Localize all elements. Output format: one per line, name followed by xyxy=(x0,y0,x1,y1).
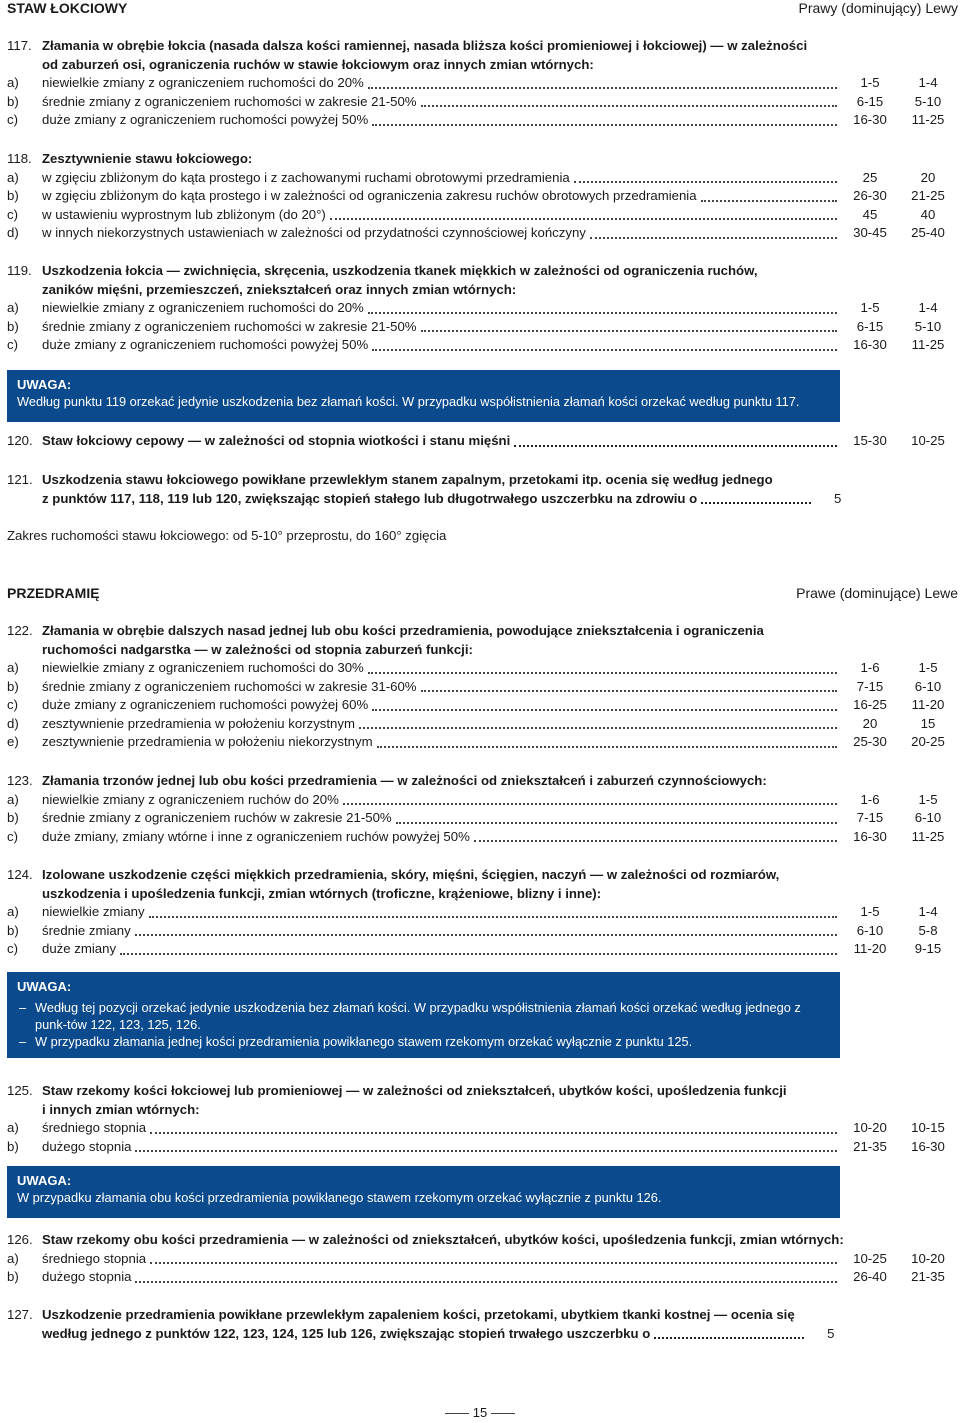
value-left: 6-10 xyxy=(914,810,942,825)
value-left: 11-25 xyxy=(911,337,945,352)
value-right: 16-30 xyxy=(853,337,887,352)
row-label: c) xyxy=(7,941,18,956)
item-number: 120. xyxy=(7,433,33,448)
value-left: 10-20 xyxy=(911,1250,945,1266)
value-right: 1-6 xyxy=(860,791,880,807)
value-right: 26-40 xyxy=(853,1269,887,1284)
item-title-cont: zaników mięśni, przemieszczeń, zniekształceń oraz innych zmian wtórnych: xyxy=(42,281,517,297)
row-text: średniego stopnia xyxy=(42,1120,147,1135)
value-left: 1-5 xyxy=(918,791,938,807)
value-left: 1-4 xyxy=(918,904,938,919)
value-right: 1-5 xyxy=(860,904,880,919)
value-right: 1-5 xyxy=(860,75,880,90)
item-number: 126. xyxy=(7,1232,33,1247)
row xyxy=(7,169,957,188)
item-number: 125. xyxy=(7,1083,33,1098)
row xyxy=(7,715,957,734)
row-label: b) xyxy=(7,1269,19,1284)
item-title: Staw rzekomy kości łokciowej lub promieniowej — w zależności od zniekształceń, ubytków kości, upośledzenia funkcji xyxy=(42,1083,787,1098)
value-left: 1-4 xyxy=(918,75,938,90)
value-right: 6-15 xyxy=(856,318,884,334)
column-headers: Prawy (dominujący) Lewy xyxy=(798,0,958,16)
value-right: 45 xyxy=(862,206,878,222)
row-text: średnie zmiany z ograniczeniem ruchów w zakresie 21-50% xyxy=(42,810,392,825)
row-text: średnie zmiany z ograniczeniem ruchomości w zakresie 21-50% xyxy=(42,93,417,109)
item-118 xyxy=(7,150,957,243)
note-item: – Według tej pozycji orzekać jedynie uszkodzenia bez złamań kości. W przypadku współistnienia złamań kości orzekać według jednego z punk-tów 122, 123, 125, 126. xyxy=(17,999,830,1033)
item-number: 123. xyxy=(7,773,33,788)
row-label: a) xyxy=(7,300,19,315)
row xyxy=(7,809,957,828)
note-heading: UWAGA: xyxy=(17,377,72,392)
row-text: niewielkie zmiany z ograniczeniem ruchomości do 20% xyxy=(42,75,364,90)
row xyxy=(7,733,957,752)
row xyxy=(7,299,957,318)
column-headers: Prawe (dominujące) Lewe xyxy=(796,585,958,601)
value-left: 20 xyxy=(920,169,936,185)
value-right: 11-20 xyxy=(853,941,887,956)
item-125 xyxy=(7,1082,957,1156)
value-right: 1-6 xyxy=(860,660,880,675)
value-left: 11-20 xyxy=(911,697,945,712)
note-text: W przypadku złamania obu kości przedramienia powikłanego stawem rzekomym orzekać wyłącznie z punktu 126. xyxy=(17,1190,662,1205)
value-right: 16-30 xyxy=(853,828,887,844)
row-label: b) xyxy=(7,188,19,203)
section-title: PRZEDRAMIĘ xyxy=(7,585,100,601)
note-item: – W przypadku złamania jednej kości przedramienia powikłanego stawem rzekomym orzekać wyłącznie z punktu 125. xyxy=(17,1033,830,1050)
item-title: Izolowane uszkodzenie części miękkich przedramienia, skóry, mięśni, ścięgien, naczyń — w zależności od rozmiarów, xyxy=(42,867,780,882)
item-title-cont: z punktów 117, 118, 119 lub 120, zwiększając stopień stałego lub długotrwałego uszczerbku na zdrowiu o xyxy=(42,490,698,506)
value-right: 25-30 xyxy=(853,734,887,749)
value-right: 21-35 xyxy=(853,1138,887,1154)
item-title: Złamania w obrębie łokcia (nasada dalsza kości ramiennej, nasada bliższa kości promieniowej i łokciowej) — w zależności xyxy=(42,38,808,53)
row-text: zesztywnienie przedramienia w położeniu korzystnym xyxy=(42,715,355,731)
row xyxy=(7,93,957,112)
row xyxy=(7,903,957,922)
value: 5 xyxy=(833,490,842,506)
row xyxy=(7,828,957,847)
note-box xyxy=(7,1166,840,1218)
row-text: duże zmiany xyxy=(42,941,117,956)
row-label: b) xyxy=(7,922,19,938)
value-left: 21-25 xyxy=(911,188,945,203)
row-text: w ustawieniu wyprostnym lub zbliżonym (do 20°) xyxy=(42,206,326,222)
row-text: niewielkie zmiany xyxy=(42,904,145,919)
value-left: 25-40 xyxy=(911,225,945,240)
value-left: 15 xyxy=(920,715,936,731)
item-119 xyxy=(7,262,957,355)
row-text: w zgięciu zbliżonym do kąta prostego i z zachowanymi ruchami obrotowymi przedramienia xyxy=(42,169,570,185)
row-label: c) xyxy=(7,337,18,352)
value-left: 1-5 xyxy=(918,660,938,675)
item-number: 127. xyxy=(7,1307,33,1322)
note-text: Według punktu 119 orzekać jedynie uszkodzenia bez złamań kości. W przypadku współistnienia złamań kości orzekać według punktu 117. xyxy=(17,394,800,409)
value-right: 1-5 xyxy=(860,300,880,315)
item-127 xyxy=(7,1306,957,1343)
row-label: c) xyxy=(7,828,18,844)
value: 5 xyxy=(827,1325,835,1341)
row xyxy=(7,940,957,959)
row-label: b) xyxy=(7,318,19,334)
item-123 xyxy=(7,772,957,846)
row-text: dużego stopnia xyxy=(42,1138,132,1154)
value-right: 16-25 xyxy=(853,697,887,712)
item-title: Złamania trzonów jednej lub obu kości przedramienia — w zależności od zniekształceń i zaburzeń czynnościowych: xyxy=(42,773,767,788)
row-label: b) xyxy=(7,93,19,109)
row-text: dużego stopnia xyxy=(42,1269,132,1284)
item-121 xyxy=(7,471,957,508)
note-box xyxy=(7,972,840,1058)
item-120 xyxy=(7,432,957,451)
item-number: 119. xyxy=(7,263,32,278)
row-text: średniego stopnia xyxy=(42,1250,147,1266)
range-note: Zakres ruchomości stawu łokciowego: od 5-10° przeprostu, do 160° zgięcia xyxy=(7,528,447,543)
value-right: 15-30 xyxy=(853,433,887,448)
item-title: Staw łokciowy cepowy — w zależności od stopnia wiotkości i stanu mięśni xyxy=(42,433,511,448)
row-label: a) xyxy=(7,169,19,185)
row xyxy=(7,791,957,810)
note-heading: UWAGA: xyxy=(17,1173,72,1188)
row-text: w innych niekorzystnych ustawieniach w zależności od przydatności czynnościowej kończyny xyxy=(42,225,586,240)
value-right: 7-15 xyxy=(856,678,884,694)
item-number: 118. xyxy=(7,151,32,166)
item-number: 122. xyxy=(7,623,33,638)
item-title: Złamania w obrębie dalszych nasad jednej lub obu kości przedramienia, powodujące zniekształcenia i ograniczenia xyxy=(42,623,764,638)
row xyxy=(7,1250,957,1269)
value-left: 21-35 xyxy=(911,1269,945,1284)
row-label: a) xyxy=(7,1250,19,1266)
value-left: 20-25 xyxy=(911,734,945,749)
row-label: a) xyxy=(7,660,19,675)
item-title: Uszkodzenia stawu łokciowego powikłane przewlekłym stanem zapalnym, przetokami itp. ocenia się według jednego xyxy=(42,472,773,487)
row-label: c) xyxy=(7,112,18,127)
item-title: Zesztywnienie stawu łokciowego: xyxy=(42,151,253,166)
row-text: niewielkie zmiany z ograniczeniem ruchomości do 30% xyxy=(42,660,364,675)
section-header-elbow xyxy=(7,0,958,16)
item-number: 121. xyxy=(7,472,33,487)
row-text: średnie zmiany xyxy=(42,922,131,938)
item-122 xyxy=(7,622,957,752)
row-label: b) xyxy=(7,678,19,694)
value-right: 25 xyxy=(862,169,878,185)
row xyxy=(7,659,957,678)
value-right: 6-15 xyxy=(856,93,884,109)
row xyxy=(7,336,957,355)
row xyxy=(7,187,957,206)
value-left: 11-25 xyxy=(911,828,945,844)
value-left: 6-10 xyxy=(914,678,942,694)
row-text: duże zmiany z ograniczeniem ruchomości powyżej 60% xyxy=(42,697,369,712)
row-text: w zgięciu zbliżonym do kąta prostego i w zależności od ograniczenia zakresu ruchów obrotowych przedramienia xyxy=(42,188,697,203)
row xyxy=(7,206,957,225)
value-left: 9-15 xyxy=(914,941,942,956)
item-title-cont: i innych zmian wtórnych: xyxy=(42,1101,200,1117)
value-left: 11-25 xyxy=(911,112,945,127)
item-title: Uszkodzenia łokcia — zwichnięcia, skręcenia, uszkodzenia tkanek miękkich w zależności od ograniczenia ruchów, xyxy=(42,263,758,278)
item-124 xyxy=(7,866,957,959)
row-label: d) xyxy=(7,225,19,240)
row xyxy=(7,696,957,715)
row xyxy=(7,111,957,130)
section-title: STAW ŁOKCIOWY xyxy=(7,0,128,16)
row-label: a) xyxy=(7,75,19,90)
value-left: 16-30 xyxy=(911,1138,945,1154)
value-left: 5-8 xyxy=(918,922,938,938)
item-title-cont: uszkodzenia i upośledzenia funkcji, zmian wtórnych (troficzne, krążeniowe, blizny i inne): xyxy=(42,885,602,901)
value-left: 1-4 xyxy=(918,300,938,315)
value-right: 7-15 xyxy=(856,810,884,825)
item-title-cont: ruchomości nadgarstka — w zależności od stopnia zaburzeń funkcji: xyxy=(42,641,473,657)
value-right: 30-45 xyxy=(853,225,887,240)
row xyxy=(7,318,957,337)
row-text: zesztywnienie przedramienia w położeniu niekorzystnym xyxy=(42,734,373,749)
row-label: a) xyxy=(7,1120,19,1135)
note-heading: UWAGA: xyxy=(17,979,72,994)
value-left: 10-25 xyxy=(911,433,945,448)
value-right: 6-10 xyxy=(856,922,884,938)
row-label: c) xyxy=(7,206,18,222)
item-117 xyxy=(7,37,957,130)
row-label: a) xyxy=(7,791,19,807)
row xyxy=(7,922,957,941)
page-number xyxy=(0,1405,960,1420)
row-label: b) xyxy=(7,810,19,825)
row-text: średnie zmiany z ograniczeniem ruchomości w zakresie 21-50% xyxy=(42,318,417,334)
section-header-forearm xyxy=(7,585,958,601)
item-title-cont: według jednego z punktów 122, 123, 124, 125 lub 126, zwiększając stopień trwałego uszczerbku o xyxy=(42,1325,651,1341)
value-right: 10-20 xyxy=(853,1120,887,1135)
item-number: 117. xyxy=(7,38,32,53)
item-title: Staw rzekomy obu kości przedramienia — w zależności od zniekształceń, ubytków kości, upośledzenia funkcji, zmian wtórnych: xyxy=(42,1232,844,1247)
note-box xyxy=(7,370,840,422)
item-title: Uszkodzenie przedramienia powikłane przewlekłym zapaleniem kości, przetokami, ubytkiem tkanki kostnej — ocenia się xyxy=(42,1307,795,1322)
row xyxy=(7,224,957,243)
row xyxy=(7,1268,957,1287)
row-label: b) xyxy=(7,1138,19,1154)
value-left: 10-15 xyxy=(911,1120,945,1135)
value-right: 16-30 xyxy=(853,112,887,127)
row-label: e) xyxy=(7,734,19,749)
item-title-cont: od zaburzeń osi, ograniczenia ruchów w stawie łokciowym oraz innych zmian wtórnych: xyxy=(42,56,594,72)
value-left: 5-10 xyxy=(914,318,942,334)
row-text: duże zmiany, zmiany wtórne i inne z ograniczeniem ruchów powyżej 50% xyxy=(42,828,470,844)
value-right: 20 xyxy=(862,715,878,731)
row-text: niewielkie zmiany z ograniczeniem ruchomości do 20% xyxy=(42,300,364,315)
value-right: 26-30 xyxy=(853,188,887,203)
row xyxy=(7,1119,957,1138)
row-text: niewielkie zmiany z ograniczeniem ruchów do 20% xyxy=(42,791,339,807)
row-text: średnie zmiany z ograniczeniem ruchomości w zakresie 31-60% xyxy=(42,678,417,694)
value-right: 10-25 xyxy=(853,1250,887,1266)
row-label: c) xyxy=(7,697,18,712)
value-left: 5-10 xyxy=(914,93,942,109)
row xyxy=(7,74,957,93)
row xyxy=(7,678,957,697)
row-text: duże zmiany z ograniczeniem ruchomości powyżej 50% xyxy=(42,112,369,127)
value-left: 40 xyxy=(920,206,936,222)
row xyxy=(7,1138,957,1157)
item-number: 124. xyxy=(7,867,33,882)
row-label: d) xyxy=(7,715,19,731)
row-label: a) xyxy=(7,904,19,919)
page-number-text: 15 xyxy=(472,1405,488,1420)
row-text: duże zmiany z ograniczeniem ruchomości powyżej 50% xyxy=(42,337,369,352)
item-126 xyxy=(7,1231,957,1287)
